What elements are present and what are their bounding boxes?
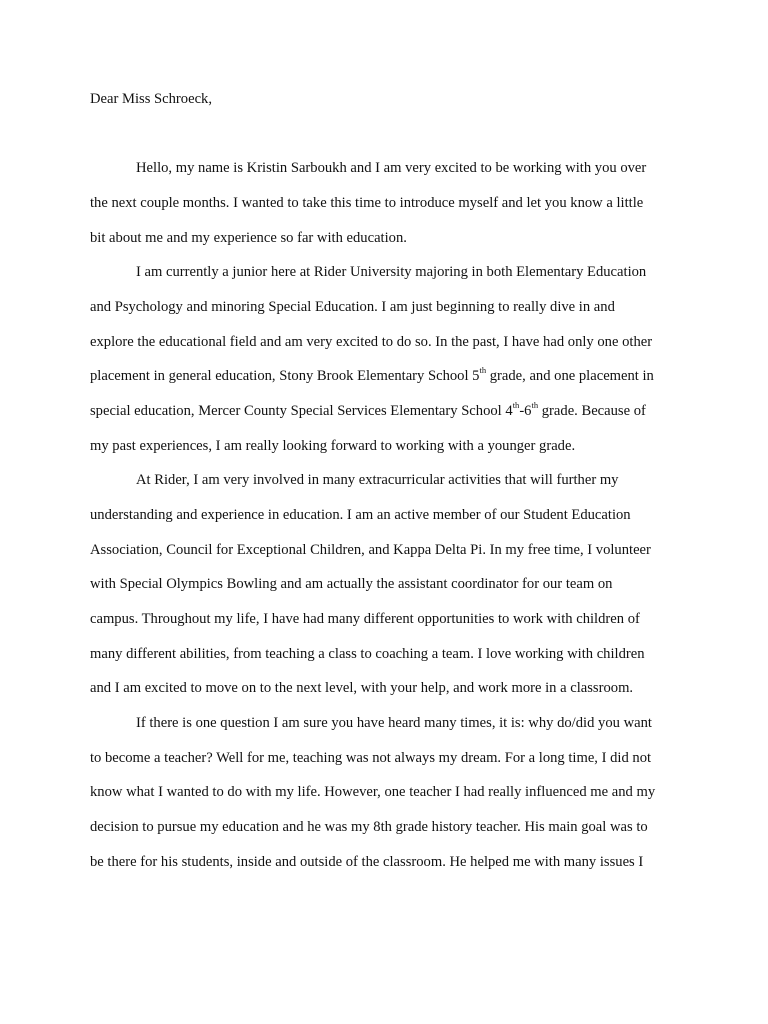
text-segment: -6 <box>519 403 532 419</box>
paragraph-4-line-3: know what I wanted to do with my life. However, one teacher I had really influenced me and my <box>90 784 656 800</box>
ordinal-superscript: th <box>531 400 539 411</box>
paragraph-4-line-4: decision to pursue my education and he was my 8th grade history teacher. His main goal was to <box>90 819 648 835</box>
paragraph-1-line-1: Hello, my name is Kristin Sarboukh and I am very excited to be working with you over <box>136 160 647 176</box>
paragraph-3-line-6: many different abilities, from teaching a class to coaching a team. I love working with children <box>90 646 645 662</box>
text-segment: grade, and one placement in <box>486 368 654 384</box>
paragraph-2-line-6: my past experiences, I am really looking forward to working with a younger grade. <box>90 438 576 454</box>
salutation: Dear Miss Schroeck, <box>90 91 212 107</box>
paragraph-3-line-1: At Rider, I am very involved in many extracurricular activities that will further my <box>136 472 619 488</box>
paragraph-3-line-7: and I am excited to move on to the next level, with your help, and work more in a classroom. <box>90 680 634 696</box>
paragraph-2-line-4 <box>90 367 654 385</box>
paragraph-4-line-5: be there for his students, inside and outside of the classroom. He helped me with many issues I <box>90 854 644 870</box>
paragraph-3-line-4: with Special Olympics Bowling and am actually the assistant coordinator for our team on <box>90 576 613 592</box>
paragraph-2-line-3: explore the educational field and am very excited to do so. In the past, I have had only one other <box>90 334 653 350</box>
paragraph-1-line-2: the next couple months. I wanted to take this time to introduce myself and let you know a little <box>90 195 644 211</box>
paragraph-2-line-5 <box>90 402 646 420</box>
paragraph-3-line-3: Association, Council for Exceptional Children, and Kappa Delta Pi. In my free time, I volunteer <box>90 542 651 558</box>
text-segment: grade. Because of <box>538 403 646 419</box>
paragraph-1-line-3: bit about me and my experience so far with education. <box>90 230 407 246</box>
paragraph-2-line-1: I am currently a junior here at Rider University majoring in both Elementary Education <box>136 264 647 280</box>
ordinal-superscript: th <box>479 365 487 376</box>
paragraph-2-line-2: and Psychology and minoring Special Education. I am just beginning to really dive in and <box>90 299 615 315</box>
text-segment: placement in general education, Stony Brook Elementary School 5 <box>90 368 480 384</box>
paragraph-3-line-5: campus. Throughout my life, I have had many different opportunities to work with children of <box>90 611 640 627</box>
paragraph-4-line-1: If there is one question I am sure you have heard many times, it is: why do/did you want <box>136 715 652 731</box>
ordinal-superscript: th <box>512 400 520 411</box>
text-segment: special education, Mercer County Special Services Elementary School 4 <box>90 403 513 419</box>
paragraph-4-line-2: to become a teacher? Well for me, teaching was not always my dream. For a long time, I did not <box>90 750 652 766</box>
paragraph-3-line-2: understanding and experience in education. I am an active member of our Student Education <box>90 507 631 523</box>
